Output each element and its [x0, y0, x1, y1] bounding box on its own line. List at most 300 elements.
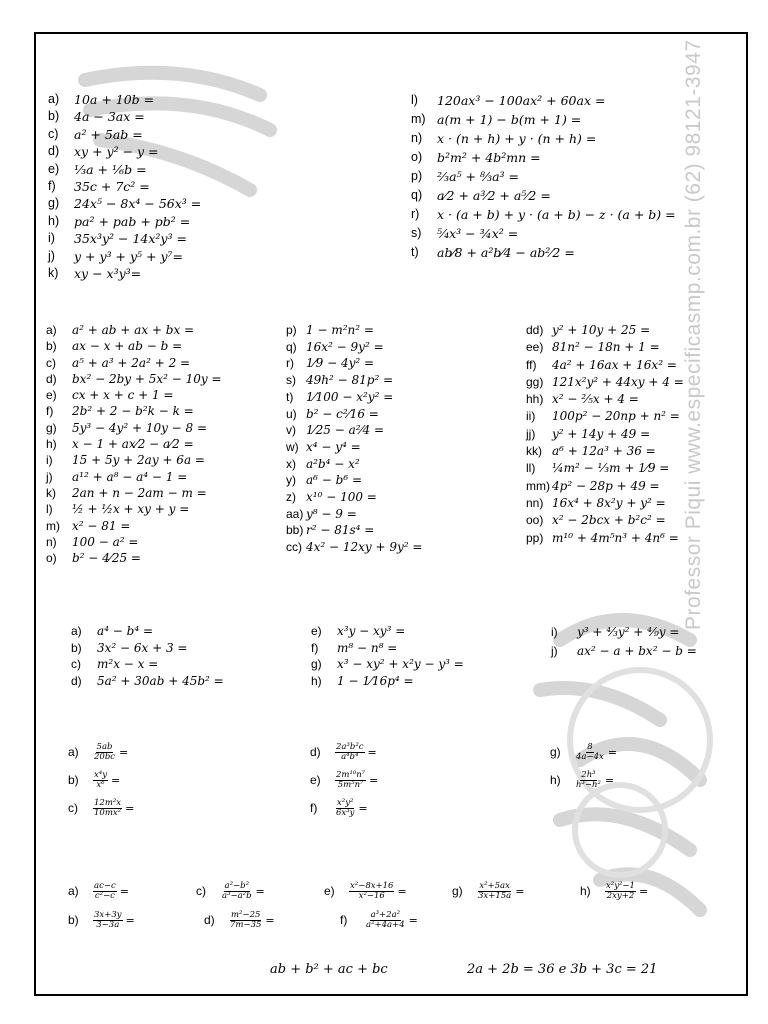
exercise-label: d): [204, 913, 215, 927]
equals-sign: =: [604, 773, 615, 787]
fraction-item: [310, 794, 378, 822]
exercise-label: f): [310, 801, 318, 815]
exercise-label: k): [46, 485, 56, 500]
exercise-item: [526, 374, 684, 391]
numerator: x⁴y: [94, 769, 108, 780]
exercise-item: [526, 426, 684, 443]
exercise-expression: r² − 81s⁴ =: [306, 523, 375, 538]
fraction: [335, 771, 366, 790]
exercise-item: [46, 550, 222, 566]
equals-sign: =: [367, 745, 377, 759]
exercise-label: x): [286, 456, 296, 471]
fraction-item: [204, 906, 340, 934]
exercise-expression: 1⁄9 − 4y² =: [306, 356, 375, 371]
exercise-label: p): [286, 323, 297, 337]
exercise-item: [48, 213, 201, 230]
exercise-expression: ⁵⁄₄x³ − ¾x² =: [437, 226, 519, 241]
fraction-item: [550, 766, 617, 794]
exercise-expression: a⁴ − b⁴ =: [97, 624, 154, 638]
exercise-label: pp): [526, 530, 544, 545]
exercise-item: [286, 422, 423, 439]
exercise-item: [46, 501, 222, 517]
exercise-label: oo): [526, 513, 544, 528]
exercise-label: l): [46, 502, 53, 517]
exercise-label: i): [46, 453, 53, 468]
fraction: [575, 771, 602, 790]
denominator: 6x³y: [336, 807, 355, 818]
exercise-expression: m¹⁰ + 4m⁵n³ + 4n⁶ =: [552, 530, 679, 545]
exercise-expression: a²b⁴ − x²: [306, 456, 360, 471]
fraction: [93, 911, 123, 930]
fraction-item: [68, 766, 134, 794]
fraction: [605, 882, 636, 901]
exercise-label: e): [48, 161, 60, 176]
numerator: 2h³: [581, 769, 596, 780]
exercise-expression: 5a² + 30ab + 45b² =: [97, 673, 224, 688]
fraction-item: [340, 906, 476, 934]
exercise-expression: 24x⁵ − 8x⁴ − 56x³ =: [74, 196, 202, 212]
exercise-label: p): [411, 169, 423, 183]
exercise-label: i): [551, 625, 558, 639]
exercise-expression: a⁶ + 12a³ + 36 =: [552, 444, 656, 459]
exercise-item: [286, 472, 423, 489]
exercise-item: [526, 495, 684, 512]
exercise-expression: m⁸ − n⁸ =: [337, 640, 398, 655]
exercise-expression: 4p² − 28p + 49 =: [552, 478, 660, 493]
exercise-expression: x² − 81 =: [72, 518, 131, 533]
exercise-item: [526, 408, 684, 425]
exercise-expression: a⁵ + a³ + 2a² + 2 =: [72, 355, 191, 370]
exercise-expression: m²x − x =: [97, 657, 159, 671]
equals-sign: =: [369, 773, 379, 787]
exercise-item: [46, 485, 222, 501]
exercise-expression: cx + x + c + 1 =: [72, 388, 174, 403]
exercise-expression: x³y − xy³ =: [337, 624, 406, 638]
numerator: 12m²x: [94, 797, 122, 808]
numerator: ac−c: [94, 880, 116, 891]
equals-sign: =: [111, 773, 121, 787]
exercise-item: [286, 339, 423, 356]
exercise-item: [46, 322, 222, 338]
exercise-item: [526, 530, 684, 547]
exercise-item: [46, 403, 222, 419]
exercise-item: [46, 371, 222, 387]
block1-right-list: [411, 91, 676, 262]
exercise-expression: a⁄2 + a³⁄2 + a⁵⁄2 =: [437, 188, 551, 203]
block4-col2-list: [310, 738, 378, 822]
exercise-item: [48, 230, 201, 247]
exercise-expression: x⁴ − y⁴ =: [306, 439, 361, 454]
denominator: x⁶: [96, 779, 105, 790]
exercise-item: [411, 167, 676, 186]
exercise-expression: x² − ⅖x + 4 =: [552, 392, 639, 407]
numerator: x²y²: [337, 797, 354, 808]
exercise-label: q): [286, 339, 297, 354]
exercise-item: [526, 357, 684, 374]
exercise-label: gg): [526, 374, 544, 389]
exercise-item: [526, 322, 684, 339]
exercise-expression: ¼m² − ⅓m + 1⁄9 =: [552, 461, 670, 476]
exercise-expression: ax − x + ab − b =: [72, 339, 183, 354]
exercise-item: [311, 656, 464, 673]
exercise-expression: x · (a + b) + y · (a + b) − z · (a + b) =: [437, 207, 676, 222]
denominator: a³−a²b: [222, 890, 252, 901]
exercise-item: [46, 387, 222, 403]
exercise-expression: 81n² − 18n + 1 =: [552, 340, 660, 355]
exercise-expression: ⅔a⁵ + ⁸⁄₃a³ =: [437, 169, 520, 184]
exercise-item: [48, 265, 201, 282]
numerator: x²y²−1: [606, 880, 635, 891]
exercise-label: f): [48, 179, 56, 194]
exercise-label: g): [46, 420, 57, 435]
exercise-label: y): [286, 473, 296, 488]
exercise-expression: ax² − a + bx² − b =: [577, 644, 697, 658]
exercise-expression: 35c + 7c² =: [74, 179, 150, 195]
fraction: [335, 743, 365, 762]
exercise-label: n): [46, 534, 57, 549]
denominator: a⁴b⁴: [341, 751, 359, 762]
exercise-item: [286, 522, 423, 539]
exercise-expression: 1 − m²n² =: [306, 323, 374, 337]
exercise-label: f): [340, 913, 348, 927]
exercise-item: [411, 243, 676, 262]
numerator: 2m¹⁰n⁷: [336, 769, 366, 780]
exercise-label: e): [46, 388, 57, 403]
fraction-item: [68, 906, 204, 934]
exercise-expression: 100 − a² =: [72, 534, 139, 549]
final-expression-left: ab + b² + ac + bc: [270, 962, 388, 977]
exercise-label: mm): [526, 478, 550, 493]
exercise-expression: a¹² + a⁸ − a⁴ − 1 =: [72, 469, 188, 484]
exercise-label: h): [580, 884, 591, 898]
exercise-label: j): [551, 644, 558, 658]
exercise-label: a): [71, 624, 82, 638]
numerator: a³+2a²: [370, 909, 401, 920]
exercise-label: c): [71, 657, 81, 671]
exercise-label: l): [411, 93, 418, 107]
numerator: x²−8x+16: [350, 880, 394, 891]
exercise-label: t): [411, 245, 419, 259]
fraction: [477, 882, 512, 901]
exercise-item: [411, 148, 676, 167]
equals-sign: =: [125, 801, 135, 815]
exercise-item: [46, 338, 222, 354]
block2-col2-list: [286, 322, 423, 556]
exercise-label: r): [286, 356, 294, 371]
exercise-expression: 16x⁴ + 8x²y + y² =: [552, 495, 666, 510]
exercise-expression: b² − 4⁄25 =: [72, 551, 141, 566]
exercise-expression: 100p² − 20np + n² =: [552, 409, 680, 424]
exercise-label: w): [286, 439, 299, 454]
exercise-item: [551, 623, 697, 642]
equals-sign: =: [265, 913, 275, 927]
equals-sign: =: [408, 913, 418, 927]
exercise-label: jj): [526, 426, 536, 441]
exercise-item: [526, 460, 684, 477]
exercise-expression: 10a + 10b =: [74, 92, 155, 107]
exercise-label: f): [311, 640, 319, 655]
denominator: 7m−35: [230, 919, 262, 930]
exercise-item: [411, 205, 676, 224]
exercise-expression: y³ + ⁴⁄₃y² + ⁴⁄₉y =: [577, 625, 680, 639]
numerator: 5ab: [96, 741, 113, 752]
fraction: [93, 799, 122, 818]
exercise-expression: 3x² − 6x + 3 =: [97, 640, 188, 655]
block3-col3-list: [551, 623, 697, 661]
equals-sign: =: [125, 913, 135, 927]
exercise-item: [526, 478, 684, 495]
exercise-label: h): [46, 437, 57, 452]
exercise-expression: y⁸ − 9 =: [306, 506, 357, 521]
exercise-label: u): [286, 406, 297, 421]
exercise-expression: 35x³y² − 14x²y³ =: [74, 231, 187, 247]
exercise-expression: 15 + 5y + 2ay + 6a =: [72, 453, 205, 468]
block5-row1: [68, 877, 708, 905]
exercise-label: o): [411, 150, 423, 164]
fraction: [93, 882, 117, 901]
equals-sign: =: [119, 745, 129, 759]
exercise-item: [551, 642, 697, 661]
exercise-item: [286, 439, 423, 456]
exercise-expression: ab⁄8 + a²b⁄4 − ab²⁄2 =: [437, 245, 575, 260]
exercise-expression: 4a − 3ax =: [74, 109, 145, 125]
fraction-item: [324, 877, 452, 905]
denominator: 4a−4x: [576, 751, 604, 762]
exercise-label: a): [46, 323, 57, 337]
exercise-label: f): [46, 404, 54, 419]
exercise-expression: 4a² + 16ax + 16x² =: [552, 357, 677, 372]
exercise-expression: 1⁄100 − x²y² =: [306, 389, 394, 404]
exercise-label: s): [286, 373, 296, 388]
exercise-label: b): [48, 109, 60, 124]
equals-sign: =: [607, 745, 618, 759]
exercise-item: [46, 452, 222, 468]
exercise-label: a): [48, 92, 60, 106]
exercise-label: b): [46, 339, 57, 354]
exercise-item: [311, 640, 464, 657]
exercise-label: ff): [526, 357, 537, 372]
block3-col1-list: [71, 623, 224, 689]
exercise-label: nn): [526, 495, 544, 510]
exercise-label: k): [48, 266, 59, 281]
fraction: [575, 743, 605, 762]
block2-col1-list: [46, 322, 222, 566]
exercise-label: m): [46, 518, 60, 533]
exercise-expression: 1 − 1⁄16p⁴ =: [337, 673, 414, 688]
exercise-item: [46, 518, 222, 534]
exercise-label: d): [310, 745, 321, 759]
exercise-label: o): [46, 551, 57, 566]
fraction-item: [310, 738, 378, 766]
watermark-text: Professor Piqui www.especificasmp.com.br (62) 98121-3947: [682, 39, 705, 630]
exercise-expression: ⅓a + ⅙b =: [74, 161, 147, 177]
exercise-item: [48, 195, 201, 212]
exercise-label: v): [286, 423, 296, 438]
exercise-label: e): [311, 624, 322, 638]
exercise-item: [526, 391, 684, 408]
denominator: h³−h²: [576, 779, 601, 790]
denominator: 2xy+2: [606, 890, 635, 901]
fraction: [229, 911, 262, 930]
denominator: 5m⁵n⁷: [337, 779, 364, 790]
exercise-item: [286, 322, 423, 339]
exercise-expression: b² − c²⁄16 =: [306, 406, 379, 421]
exercise-expression: 5y³ − 4y² + 10y − 8 =: [72, 420, 208, 435]
exercise-item: [286, 489, 423, 506]
exercise-expression: 4x² − 12xy + 9y² =: [306, 540, 423, 555]
exercise-expression: x − 1 + ax⁄2 − a⁄2 =: [72, 437, 194, 452]
exercise-item: [311, 623, 464, 640]
exercise-expression: 121x²y² + 44xy + 4 =: [552, 374, 684, 389]
fraction-item: [68, 794, 134, 822]
exercise-label: h): [48, 213, 60, 228]
block5-row2: [68, 906, 708, 934]
fraction-item: [550, 738, 617, 766]
exercise-expression: xy + y² − y =: [74, 144, 159, 160]
exercise-item: [286, 506, 423, 523]
block2-col3-list: [526, 322, 684, 547]
denominator: 3x+15a: [478, 890, 512, 901]
exercise-expression: a² + 5ab =: [74, 126, 143, 142]
block4-col1-list: [68, 738, 134, 822]
exercise-label: c): [46, 355, 56, 370]
watermark-stroke: [540, 688, 660, 720]
exercise-item: [286, 355, 423, 372]
exercise-label: c): [68, 801, 78, 815]
exercise-item: [48, 161, 201, 178]
denominator: 20bc: [94, 751, 116, 762]
exercise-label: h): [311, 673, 322, 688]
equals-sign: =: [515, 884, 525, 898]
numerator: 2a³b²c: [336, 741, 364, 752]
exercise-item: [71, 673, 224, 690]
exercise-expression: bx² − 2by + 5x² − 10y =: [72, 371, 222, 386]
fraction-item: [196, 877, 324, 905]
exercise-label: cc): [286, 540, 302, 555]
exercise-item: [48, 126, 201, 143]
exercise-item: [46, 420, 222, 436]
numerator: x²+5ax: [479, 880, 510, 891]
exercise-item: [411, 110, 676, 129]
exercise-label: a): [68, 884, 79, 898]
exercise-item: [71, 623, 224, 640]
exercise-label: b): [68, 773, 79, 787]
exercise-expression: y² + 14y + 49 =: [552, 426, 651, 441]
exercise-label: g): [550, 745, 561, 759]
exercise-label: hh): [526, 392, 544, 407]
exercise-item: [286, 539, 423, 556]
equals-sign: =: [119, 884, 129, 898]
exercise-label: h): [550, 773, 561, 787]
exercise-expression: 2b² + 2 − b²k − k =: [72, 404, 194, 419]
exercise-item: [411, 129, 676, 148]
exercise-label: g): [311, 657, 322, 671]
exercise-item: [411, 224, 676, 243]
exercise-expression: 2an + n − 2am − m =: [72, 485, 207, 500]
numerator: m²−25: [231, 909, 261, 920]
exercise-expression: 16x² − 9y² =: [306, 339, 384, 354]
exercise-label: c): [196, 884, 206, 898]
exercise-label: z): [286, 490, 296, 505]
fraction: [365, 911, 406, 930]
exercise-item: [46, 469, 222, 485]
exercise-expression: a⁶ − b⁶ =: [306, 473, 363, 488]
exercise-item: [48, 91, 201, 108]
exercise-label: e): [310, 773, 321, 787]
exercise-item: [48, 108, 201, 125]
exercise-label: i): [48, 231, 55, 246]
exercise-item: [46, 436, 222, 452]
exercise-expression: xy − x³y³=: [74, 266, 142, 282]
exercise-label: aa): [286, 506, 304, 521]
exercise-expression: a(m + 1) − b(m + 1) =: [437, 112, 582, 127]
exercise-item: [48, 248, 201, 265]
equals-sign: =: [255, 884, 265, 898]
denominator: a²+4a+4: [366, 919, 405, 930]
exercise-label: a): [68, 745, 79, 759]
exercise-item: [526, 339, 684, 356]
denominator: x²−16: [358, 890, 385, 901]
fraction: [93, 743, 116, 762]
fraction-item: [452, 877, 580, 905]
fraction-item: [68, 738, 134, 766]
equals-sign: =: [638, 884, 649, 898]
exercise-expression: x¹⁰ − 100 =: [306, 490, 377, 505]
numerator: 8: [587, 741, 593, 752]
exercise-item: [48, 178, 201, 195]
block1-left-list: [48, 91, 201, 282]
exercise-label: ii): [526, 409, 536, 424]
exercise-label: n): [411, 131, 423, 145]
fraction: [335, 799, 355, 818]
exercise-item: [46, 534, 222, 550]
exercise-expression: y + y³ + y⁵ + y⁷=: [74, 248, 184, 264]
exercise-item: [286, 372, 423, 389]
numerator: 3x+3y: [94, 909, 122, 920]
exercise-label: g): [452, 884, 463, 898]
exercise-label: r): [411, 207, 420, 221]
exercise-item: [71, 640, 224, 657]
exercise-label: kk): [526, 444, 542, 459]
fraction: [349, 882, 394, 901]
exercise-item: [526, 512, 684, 529]
denominator: 10mx²: [94, 807, 122, 818]
fraction-item: [68, 877, 196, 905]
exercise-expression: a² + ab + ax + bx =: [72, 323, 195, 337]
exercise-expression: 49h² − 81p² =: [306, 373, 394, 388]
exercise-item: [46, 355, 222, 371]
exercise-item: [71, 656, 224, 673]
exercise-label: d): [71, 673, 82, 688]
final-expression-right: 2a + 2b = 36 e 3b + 3c = 21: [467, 962, 658, 977]
exercise-item: [48, 143, 201, 160]
fraction-item: [580, 877, 708, 905]
fraction-item: [310, 766, 378, 794]
block3-col2-list: [311, 623, 464, 689]
exercise-item: [286, 406, 423, 423]
exercise-expression: b²m² + 4b²mn =: [437, 150, 541, 165]
exercise-label: bb): [286, 523, 304, 538]
exercise-expression: y² + 10y + 25 =: [552, 323, 651, 337]
exercise-expression: 1⁄25 − a²⁄4 =: [306, 423, 385, 438]
exercise-item: [286, 389, 423, 406]
exercise-label: q): [411, 188, 423, 202]
exercise-item: [411, 91, 676, 110]
exercise-item: [311, 673, 464, 690]
exercise-item: [286, 456, 423, 473]
exercise-label: d): [46, 371, 57, 386]
exercise-label: b): [71, 640, 82, 655]
